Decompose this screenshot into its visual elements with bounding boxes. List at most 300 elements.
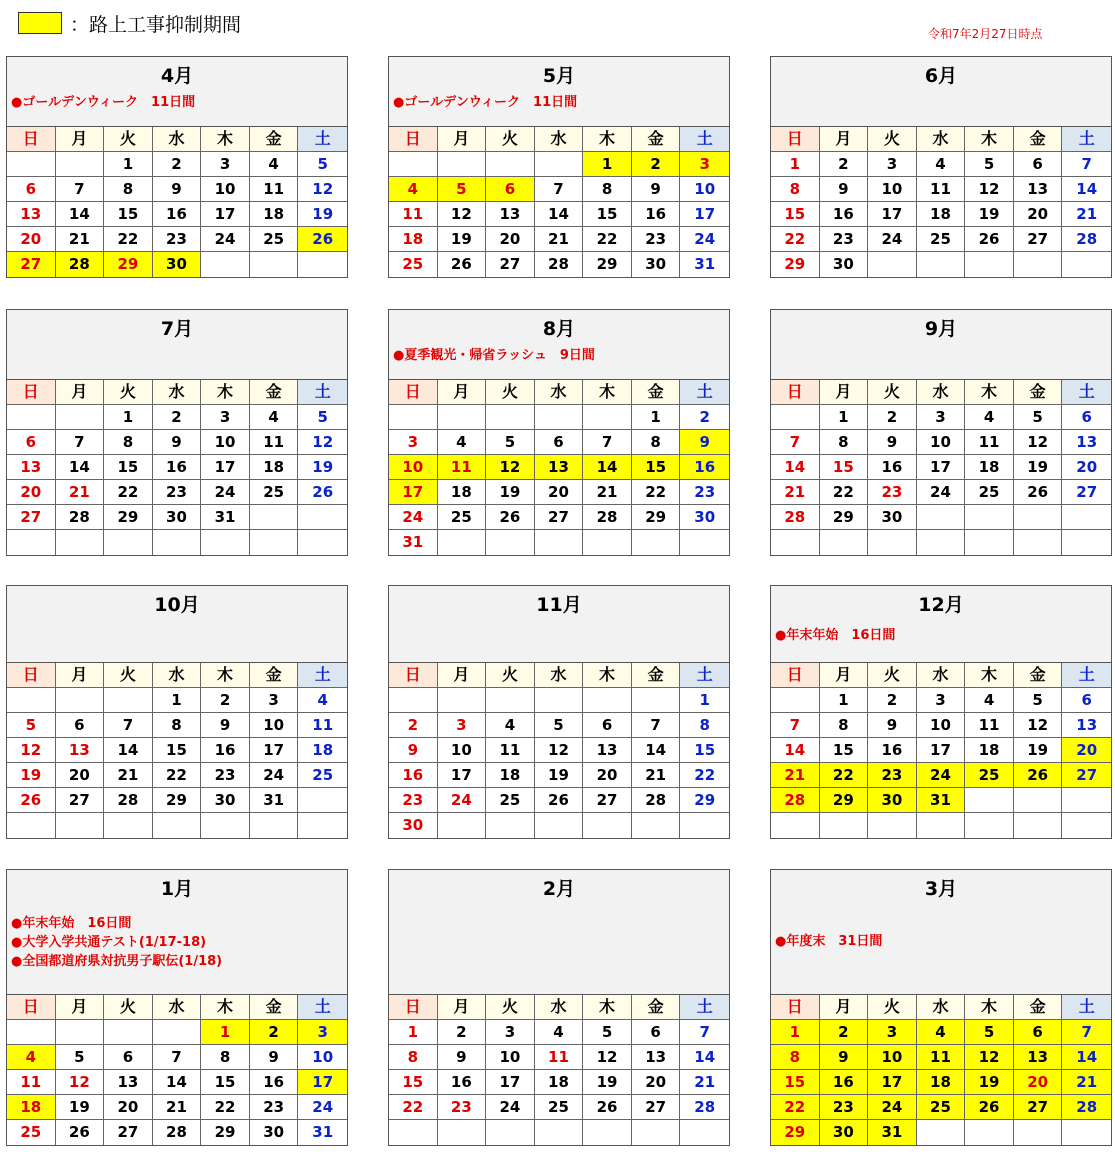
day-cell: 5 (298, 152, 347, 177)
day-cell: 26 (486, 505, 535, 530)
day-cell: 12 (535, 738, 584, 763)
day-cell: 18 (917, 1070, 966, 1095)
day-cell: 17 (201, 455, 250, 480)
day-cell: 27 (1014, 1095, 1063, 1120)
weekday-header: 月 (56, 663, 105, 688)
day-cell: 19 (965, 202, 1014, 227)
day-cell: 27 (104, 1120, 153, 1145)
day-cell: 19 (965, 1070, 1014, 1095)
month-title: 6月 (924, 65, 958, 87)
day-cell: 17 (298, 1070, 347, 1095)
day-cell: 29 (771, 252, 820, 277)
day-cell: 10 (917, 713, 966, 738)
day-cell: 11 (250, 430, 299, 455)
empty-cell (535, 813, 584, 838)
day-cell: 31 (917, 788, 966, 813)
day-cell: 16 (820, 202, 869, 227)
month-title: 11月 (536, 594, 582, 616)
day-cell: 26 (583, 1095, 632, 1120)
empty-cell (7, 813, 56, 838)
day-cell: 26 (298, 227, 347, 252)
day-cell: 3 (868, 152, 917, 177)
day-cell: 19 (438, 227, 487, 252)
weekday-header: 火 (104, 380, 153, 405)
empty-cell (298, 505, 347, 530)
day-cell: 11 (389, 202, 438, 227)
empty-cell (965, 788, 1014, 813)
day-cell: 6 (535, 430, 584, 455)
weekday-header: 火 (486, 380, 535, 405)
day-cell: 17 (917, 455, 966, 480)
empty-cell (583, 688, 632, 713)
day-cell: 18 (250, 202, 299, 227)
empty-cell (820, 813, 869, 838)
day-cell: 20 (104, 1095, 153, 1120)
empty-cell (250, 505, 299, 530)
day-cell: 10 (438, 738, 487, 763)
empty-cell (250, 252, 299, 277)
day-cell: 1 (680, 688, 729, 713)
day-cell: 6 (56, 713, 105, 738)
weekday-header: 土 (298, 127, 347, 152)
day-cell: 7 (771, 713, 820, 738)
day-cell: 28 (771, 505, 820, 530)
day-cell: 3 (438, 713, 487, 738)
empty-cell (56, 405, 105, 430)
day-cell: 13 (1014, 177, 1063, 202)
day-cell: 15 (389, 1070, 438, 1095)
empty-cell (486, 405, 535, 430)
weekday-header: 日 (771, 995, 820, 1020)
day-cell: 4 (486, 713, 535, 738)
weekday-header: 水 (535, 663, 584, 688)
day-cell: 15 (820, 455, 869, 480)
day-cell: 1 (153, 688, 202, 713)
day-cell: 1 (583, 152, 632, 177)
day-cell: 19 (1014, 455, 1063, 480)
empty-cell (632, 688, 681, 713)
weekday-header: 日 (389, 127, 438, 152)
day-cell: 1 (771, 1020, 820, 1045)
month-header (389, 57, 729, 127)
weekday-header: 木 (583, 663, 632, 688)
day-cell: 5 (1014, 405, 1063, 430)
empty-cell (438, 530, 487, 555)
empty-cell (1014, 252, 1063, 277)
weekday-header: 火 (868, 380, 917, 405)
day-cell: 5 (1014, 688, 1063, 713)
day-grid (389, 380, 729, 555)
day-cell: 14 (680, 1045, 729, 1070)
empty-cell (680, 813, 729, 838)
day-cell: 21 (56, 480, 105, 505)
day-cell: 4 (438, 430, 487, 455)
day-cell: 20 (632, 1070, 681, 1095)
empty-cell (917, 1120, 966, 1145)
day-cell: 17 (389, 480, 438, 505)
day-cell: 22 (632, 480, 681, 505)
day-grid (771, 127, 1111, 277)
weekday-header: 水 (153, 127, 202, 152)
day-cell: 30 (389, 813, 438, 838)
empty-cell (153, 530, 202, 555)
weekday-header: 土 (680, 380, 729, 405)
day-cell: 24 (486, 1095, 535, 1120)
day-cell: 5 (583, 1020, 632, 1045)
day-cell: 29 (104, 505, 153, 530)
day-cell: 16 (868, 455, 917, 480)
month-calendar (388, 585, 730, 839)
month-calendar (388, 56, 730, 278)
weekday-header: 土 (298, 663, 347, 688)
day-cell: 24 (438, 788, 487, 813)
weekday-header: 月 (438, 995, 487, 1020)
month-calendar (6, 309, 348, 556)
day-cell: 30 (680, 505, 729, 530)
weekday-header: 金 (1014, 127, 1063, 152)
day-cell: 21 (56, 227, 105, 252)
day-cell: 5 (965, 152, 1014, 177)
weekday-header: 金 (250, 995, 299, 1020)
month-notes (775, 932, 1109, 951)
empty-cell (7, 405, 56, 430)
day-cell: 16 (250, 1070, 299, 1095)
day-cell: 26 (535, 788, 584, 813)
day-cell: 7 (535, 177, 584, 202)
day-cell: 25 (250, 480, 299, 505)
day-cell: 6 (104, 1045, 153, 1070)
weekday-header: 火 (104, 995, 153, 1020)
weekday-header: 金 (632, 663, 681, 688)
day-cell: 22 (153, 763, 202, 788)
day-cell: 7 (1062, 1020, 1111, 1045)
month-title: 2月 (542, 878, 576, 900)
day-cell: 17 (680, 202, 729, 227)
month-calendar (770, 56, 1112, 278)
empty-cell (1062, 505, 1111, 530)
day-grid (7, 995, 347, 1145)
day-cell: 24 (917, 480, 966, 505)
day-cell: 25 (298, 763, 347, 788)
day-cell: 28 (104, 788, 153, 813)
day-cell: 12 (583, 1045, 632, 1070)
day-grid (7, 663, 347, 838)
day-cell: 29 (583, 252, 632, 277)
day-cell: 16 (201, 738, 250, 763)
empty-cell (583, 813, 632, 838)
day-cell: 20 (1014, 202, 1063, 227)
empty-cell (583, 405, 632, 430)
day-cell: 12 (1014, 713, 1063, 738)
weekday-header: 金 (632, 380, 681, 405)
day-cell: 14 (771, 455, 820, 480)
day-cell: 1 (771, 152, 820, 177)
empty-cell (438, 1120, 487, 1145)
day-grid (771, 663, 1111, 838)
day-cell: 26 (1014, 763, 1063, 788)
day-cell: 26 (298, 480, 347, 505)
day-cell: 27 (632, 1095, 681, 1120)
weekday-header: 火 (486, 995, 535, 1020)
day-cell: 9 (680, 430, 729, 455)
day-cell: 27 (1062, 763, 1111, 788)
day-cell: 8 (820, 713, 869, 738)
day-cell: 15 (583, 202, 632, 227)
day-cell: 7 (583, 430, 632, 455)
day-cell: 21 (535, 227, 584, 252)
month-notes (775, 626, 1109, 645)
day-cell: 15 (104, 455, 153, 480)
day-cell: 26 (56, 1120, 105, 1145)
day-cell: 6 (1062, 405, 1111, 430)
day-grid (7, 380, 347, 555)
month-calendar (388, 309, 730, 556)
day-cell: 20 (1062, 738, 1111, 763)
month-calendar (770, 309, 1112, 556)
day-cell: 20 (583, 763, 632, 788)
period-note: ●年度末 31日間 (775, 934, 883, 949)
day-cell: 13 (583, 738, 632, 763)
day-cell: 22 (771, 1095, 820, 1120)
empty-cell (1014, 1120, 1063, 1145)
month-notes (393, 346, 727, 365)
day-cell: 13 (104, 1070, 153, 1095)
day-cell: 1 (104, 405, 153, 430)
empty-cell (56, 152, 105, 177)
day-cell: 16 (153, 455, 202, 480)
day-cell: 29 (153, 788, 202, 813)
weekday-header: 土 (680, 127, 729, 152)
weekday-header: 日 (771, 663, 820, 688)
day-cell: 1 (820, 405, 869, 430)
day-cell: 30 (868, 505, 917, 530)
weekday-header: 金 (1014, 995, 1063, 1020)
day-cell: 6 (7, 177, 56, 202)
day-cell: 29 (104, 252, 153, 277)
day-cell: 30 (250, 1120, 299, 1145)
day-cell: 12 (965, 1045, 1014, 1070)
day-cell: 17 (868, 202, 917, 227)
empty-cell (771, 813, 820, 838)
empty-cell (56, 530, 105, 555)
day-cell: 8 (820, 430, 869, 455)
day-cell: 24 (917, 763, 966, 788)
day-grid (389, 663, 729, 838)
day-cell: 1 (632, 405, 681, 430)
day-cell: 17 (486, 1070, 535, 1095)
empty-cell (1014, 813, 1063, 838)
empty-cell (1062, 252, 1111, 277)
empty-cell (201, 813, 250, 838)
weekday-header: 土 (680, 663, 729, 688)
empty-cell (298, 530, 347, 555)
period-note: ●全国都道府県対抗男子駅伝(1/18) (11, 954, 223, 969)
empty-cell (583, 530, 632, 555)
day-cell: 2 (153, 152, 202, 177)
day-cell: 31 (868, 1120, 917, 1145)
weekday-header: 木 (201, 380, 250, 405)
empty-cell (771, 405, 820, 430)
day-cell: 25 (917, 1095, 966, 1120)
empty-cell (1062, 1120, 1111, 1145)
day-cell: 20 (56, 763, 105, 788)
day-cell: 1 (104, 152, 153, 177)
day-cell: 10 (868, 1045, 917, 1070)
day-cell: 11 (7, 1070, 56, 1095)
day-cell: 4 (250, 405, 299, 430)
day-cell: 27 (583, 788, 632, 813)
empty-cell (250, 813, 299, 838)
day-cell: 30 (868, 788, 917, 813)
empty-cell (632, 813, 681, 838)
day-cell: 18 (965, 738, 1014, 763)
weekday-header: 日 (389, 663, 438, 688)
empty-cell (680, 1120, 729, 1145)
month-header (389, 586, 729, 663)
day-cell: 19 (583, 1070, 632, 1095)
period-note: ●夏季観光・帰省ラッシュ 9日間 (393, 348, 595, 363)
day-cell: 11 (965, 713, 1014, 738)
day-cell: 3 (298, 1020, 347, 1045)
weekday-header: 水 (917, 127, 966, 152)
day-cell: 20 (1062, 455, 1111, 480)
day-cell: 9 (153, 430, 202, 455)
day-cell: 23 (389, 788, 438, 813)
empty-cell (153, 1020, 202, 1045)
day-cell: 14 (56, 202, 105, 227)
empty-cell (438, 152, 487, 177)
day-cell: 18 (389, 227, 438, 252)
weekday-header: 月 (438, 127, 487, 152)
day-cell: 26 (1014, 480, 1063, 505)
day-cell: 2 (389, 713, 438, 738)
day-cell: 18 (298, 738, 347, 763)
day-cell: 22 (680, 763, 729, 788)
day-cell: 23 (250, 1095, 299, 1120)
day-cell: 6 (1062, 688, 1111, 713)
day-cell: 30 (632, 252, 681, 277)
day-cell: 19 (298, 202, 347, 227)
day-cell: 4 (965, 688, 1014, 713)
day-cell: 30 (153, 505, 202, 530)
day-cell: 24 (298, 1095, 347, 1120)
day-cell: 21 (153, 1095, 202, 1120)
day-cell: 21 (771, 480, 820, 505)
day-cell: 27 (56, 788, 105, 813)
day-cell: 14 (56, 455, 105, 480)
day-cell: 20 (7, 480, 56, 505)
period-note: ●年末年始 16日間 (775, 628, 896, 643)
weekday-header: 金 (632, 995, 681, 1020)
day-cell: 6 (486, 177, 535, 202)
day-cell: 9 (201, 713, 250, 738)
day-cell: 15 (632, 455, 681, 480)
empty-cell (965, 813, 1014, 838)
day-cell: 3 (201, 152, 250, 177)
day-cell: 9 (868, 713, 917, 738)
period-note: ●大学入学共通テスト(1/17-18) (11, 935, 207, 950)
day-cell: 14 (535, 202, 584, 227)
empty-cell (486, 152, 535, 177)
day-grid (771, 380, 1111, 555)
weekday-header: 金 (1014, 663, 1063, 688)
month-title: 4月 (160, 65, 194, 87)
weekday-header: 水 (535, 127, 584, 152)
weekday-header: 月 (438, 380, 487, 405)
day-cell: 22 (771, 227, 820, 252)
weekday-header: 火 (104, 663, 153, 688)
day-cell: 10 (486, 1045, 535, 1070)
day-cell: 12 (56, 1070, 105, 1095)
weekday-header: 木 (583, 127, 632, 152)
day-cell: 2 (153, 405, 202, 430)
weekday-header: 土 (298, 995, 347, 1020)
day-cell: 3 (486, 1020, 535, 1045)
empty-cell (1062, 530, 1111, 555)
day-cell: 4 (389, 177, 438, 202)
day-cell: 12 (298, 430, 347, 455)
weekday-header: 日 (389, 380, 438, 405)
day-grid (771, 995, 1111, 1145)
day-cell: 14 (153, 1070, 202, 1095)
empty-cell (535, 152, 584, 177)
empty-cell (438, 813, 487, 838)
weekday-header: 木 (965, 995, 1014, 1020)
weekday-header: 火 (486, 663, 535, 688)
day-cell: 7 (56, 430, 105, 455)
weekday-header: 木 (201, 663, 250, 688)
day-cell: 1 (201, 1020, 250, 1045)
day-cell: 10 (680, 177, 729, 202)
empty-cell (389, 688, 438, 713)
day-cell: 17 (917, 738, 966, 763)
day-cell: 5 (965, 1020, 1014, 1045)
weekday-header: 金 (632, 127, 681, 152)
empty-cell (298, 788, 347, 813)
day-cell: 24 (201, 227, 250, 252)
day-cell: 18 (486, 763, 535, 788)
weekday-header: 木 (583, 995, 632, 1020)
day-cell: 19 (7, 763, 56, 788)
empty-cell (632, 530, 681, 555)
day-cell: 3 (201, 405, 250, 430)
day-cell: 10 (201, 177, 250, 202)
empty-cell (56, 813, 105, 838)
day-cell: 9 (820, 1045, 869, 1070)
period-note: ●ゴールデンウィーク 11日間 (393, 95, 578, 110)
weekday-header: 金 (250, 663, 299, 688)
weekday-header: 火 (868, 127, 917, 152)
day-cell: 3 (680, 152, 729, 177)
empty-cell (917, 252, 966, 277)
day-cell: 27 (1014, 227, 1063, 252)
empty-cell (438, 688, 487, 713)
empty-cell (438, 405, 487, 430)
weekday-header: 火 (868, 663, 917, 688)
day-cell: 28 (56, 252, 105, 277)
day-cell: 20 (486, 227, 535, 252)
day-cell: 25 (250, 227, 299, 252)
day-cell: 9 (820, 177, 869, 202)
day-cell: 12 (7, 738, 56, 763)
day-cell: 1 (389, 1020, 438, 1045)
day-cell: 15 (201, 1070, 250, 1095)
month-title: 5月 (542, 65, 576, 87)
month-calendar (388, 869, 730, 1146)
day-cell: 4 (917, 1020, 966, 1045)
day-cell: 13 (1062, 713, 1111, 738)
day-cell: 22 (104, 480, 153, 505)
